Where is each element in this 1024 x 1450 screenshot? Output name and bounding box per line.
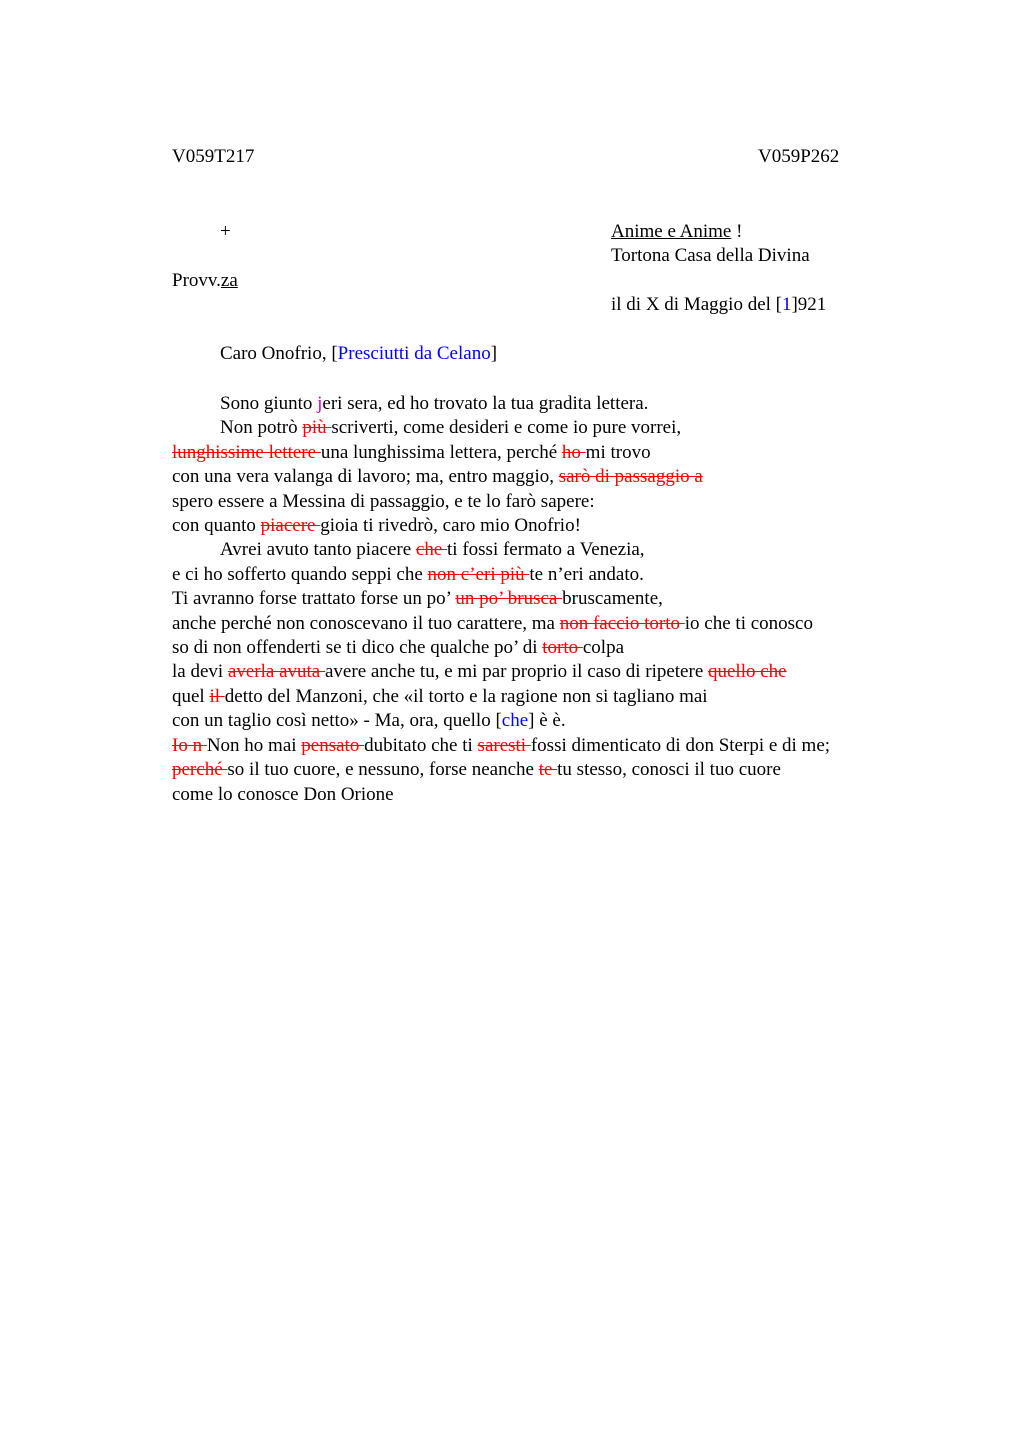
body-line — [172, 612, 912, 636]
letter-date — [611, 294, 826, 316]
text-span: bruscamente, — [562, 588, 663, 610]
salutation-suffix: ] — [490, 343, 498, 364]
text-span: Ti avranno forse trattato forse un po’ — [172, 588, 456, 610]
deletion: che — [415, 539, 448, 561]
letter-body — [172, 392, 912, 807]
text-span: Non ho mai — [206, 734, 302, 756]
deletion: più — [302, 417, 332, 439]
body-line — [172, 636, 912, 660]
text-span: con un taglio così netto» - Ma, ora, quello [ — [172, 710, 502, 732]
motto-suffix: ! — [731, 221, 743, 242]
body-line — [172, 758, 912, 782]
deletion: saresti — [477, 734, 531, 756]
body-line — [172, 685, 912, 709]
text-span: con quanto — [172, 515, 261, 537]
body-line — [172, 465, 912, 489]
body-line — [172, 514, 912, 538]
salutation-prefix: Caro Onofrio, [ — [220, 343, 338, 364]
cross-mark: + — [220, 221, 231, 242]
text-span: ] è è. — [528, 710, 566, 732]
text-span: dubitato che ti — [364, 734, 478, 756]
deletion: pensato — [301, 734, 365, 756]
document-code-left: V059T217 — [172, 146, 255, 167]
deletion: un po’ brusca — [455, 588, 563, 610]
salutation-editorial-insert: Presciutti da Celano — [337, 343, 491, 364]
text-span: Sono giunto — [220, 393, 318, 414]
text-span: detto del Manzoni, che «il torto e la ragione non si tagliano mai — [224, 685, 708, 707]
salutation — [220, 343, 497, 365]
text-span: quel — [172, 685, 210, 707]
text-span: spero essere a Messina di passaggio, e te lo farò sapere: — [172, 490, 595, 512]
text-span: una lunghissima lettera, perché — [320, 441, 562, 463]
deletion: ho — [561, 441, 586, 463]
text-span: io che ti conosco — [684, 612, 813, 634]
text-span: Avrei avuto tanto piacere — [220, 539, 416, 561]
body-line — [172, 441, 912, 465]
text-span: ti fossi fermato a Venezia, — [447, 539, 645, 561]
letterhead-place: Tortona Casa della Divina — [611, 245, 810, 266]
deletion: perché — [172, 759, 228, 781]
date-prefix: il di X di Maggio del [ — [611, 294, 782, 315]
text-span: fossi dimenticato di don Sterpi e di me; — [530, 734, 831, 756]
date-editorial-insert: 1 — [781, 294, 792, 315]
deletion: torto — [542, 637, 583, 659]
text-span: so il tuo cuore, e nessuno, forse neanche — [227, 759, 539, 781]
provv-prefix: Provv. — [172, 270, 221, 291]
body-line — [172, 392, 912, 416]
body-line — [172, 490, 912, 514]
text-span: la devi — [172, 661, 228, 683]
deletion: non c’eri più — [427, 563, 530, 585]
motto-underlined: Anime e Anime — [611, 221, 732, 242]
deletion: lunghissime lettere — [172, 441, 321, 463]
deletion: averla avuta — [227, 661, 325, 683]
text-span: so di non offenderti se ti dico che qualche po’ di — [172, 637, 543, 659]
text-span: eri sera, ed ho trovato la tua gradita lettera. — [322, 393, 649, 414]
text-span: mi trovo — [585, 441, 651, 463]
text-span: anche perché non conoscevano il tuo carattere, ma — [172, 612, 560, 634]
date-suffix: ]921 — [791, 294, 827, 315]
deletion: Io n — [172, 734, 207, 756]
body-line — [172, 563, 912, 587]
deletion: non faccio torto — [559, 612, 685, 634]
body-line — [172, 587, 912, 611]
insertion: j — [317, 393, 323, 414]
text-span: come lo conosce Don Orione — [172, 783, 394, 805]
body-line — [172, 783, 912, 807]
deletion: quello che — [708, 661, 787, 683]
text-span: avere anche tu, e mi par proprio il caso di ripetere — [325, 661, 708, 683]
text-span: colpa — [582, 637, 625, 659]
deletion: piacere — [260, 515, 321, 537]
editorial-insert: che — [501, 710, 529, 732]
letterhead-motto — [611, 221, 742, 243]
provv-underlined: za — [220, 270, 238, 291]
body-line — [172, 709, 912, 733]
body-line — [172, 660, 912, 684]
body-line — [172, 538, 912, 562]
body-line — [172, 734, 912, 758]
text-span: e ci ho sofferto quando seppi che — [172, 563, 428, 585]
document-code-right: V059P262 — [758, 146, 840, 167]
text-span: con una vera valanga di lavoro; ma, entro maggio, — [172, 466, 559, 488]
letterhead-provv — [172, 270, 238, 292]
deletion: sarò di passaggio a — [558, 466, 703, 488]
deletion: te — [538, 759, 558, 781]
text-span: te n’eri andato. — [529, 563, 644, 585]
text-span: Non potrò — [220, 417, 303, 439]
body-line — [172, 416, 912, 440]
text-span: gioia ti rivedrò, caro mio Onofrio! — [320, 515, 581, 537]
deletion: il — [209, 685, 225, 707]
text-span: tu stesso, conosci il tuo cuore — [557, 759, 781, 781]
text-span: scriverti, come desideri e come io pure vorrei, — [331, 417, 682, 439]
